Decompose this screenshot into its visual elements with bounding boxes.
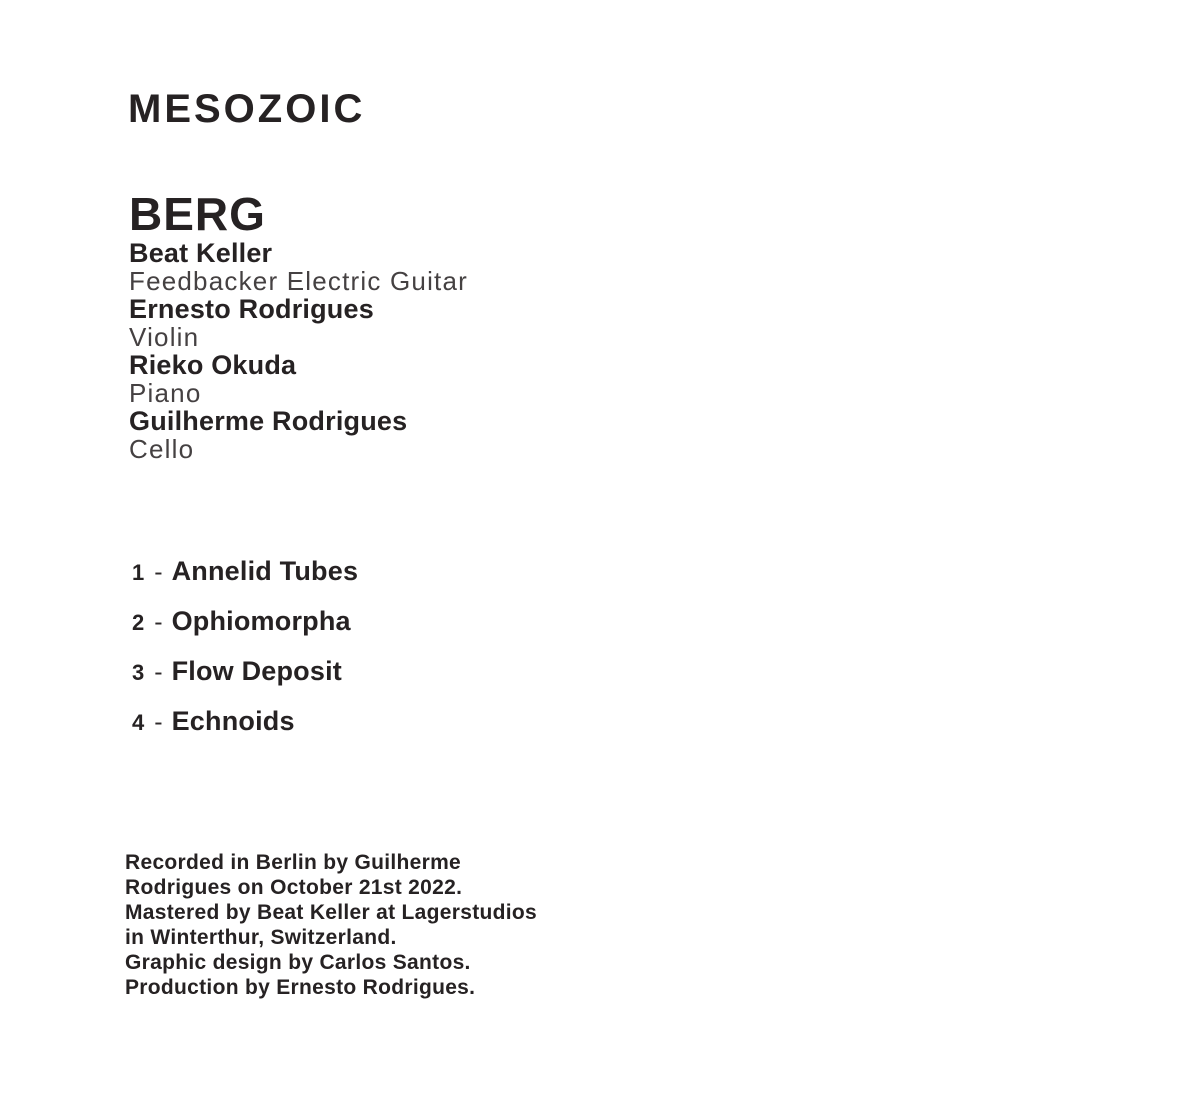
track-list [132,556,358,756]
credits-line: Production by Ernesto Rodrigues. [125,976,476,999]
artist-instrument: Feedbacker Electric Guitar [129,266,468,296]
credits-line: in Winterthur, Switzerland. [125,926,397,949]
track-separator: - [154,658,163,686]
artist-instrument: Cello [129,434,195,464]
track-number: 1 [132,560,145,585]
track-number: 3 [132,660,145,685]
track-separator: - [154,608,163,636]
artist-credits-block [129,188,468,464]
artist-name: Rieko Okuda [129,350,297,380]
track-item [132,556,358,591]
album-title: MESOZOIC [128,87,366,131]
track-item [132,656,358,691]
track-item [132,606,358,641]
artist-name: Ernesto Rodrigues [129,294,374,324]
track-title: Ophiomorpha [171,606,351,636]
track-separator: - [154,708,163,736]
artist-name: Guilherme Rodrigues [129,406,408,436]
artist-instrument: Violin [129,322,200,352]
production-credits-block [125,850,537,1000]
artist-instrument: Piano [129,378,202,408]
track-separator: - [154,558,163,586]
credits-line: Mastered by Beat Keller at Lagerstudios [125,901,537,924]
group-name: BERG [129,188,266,240]
credits-line: Recorded in Berlin by Guilherme [125,851,462,874]
track-number: 2 [132,610,145,635]
artist-name: Beat Keller [129,238,273,268]
track-title: Echnoids [171,706,295,736]
track-title: Flow Deposit [171,656,342,686]
credits-line: Rodrigues on October 21st 2022. [125,876,463,899]
track-number: 4 [132,710,145,735]
credits-line: Graphic design by Carlos Santos. [125,951,471,974]
track-title: Annelid Tubes [171,556,359,586]
track-item [132,706,358,741]
